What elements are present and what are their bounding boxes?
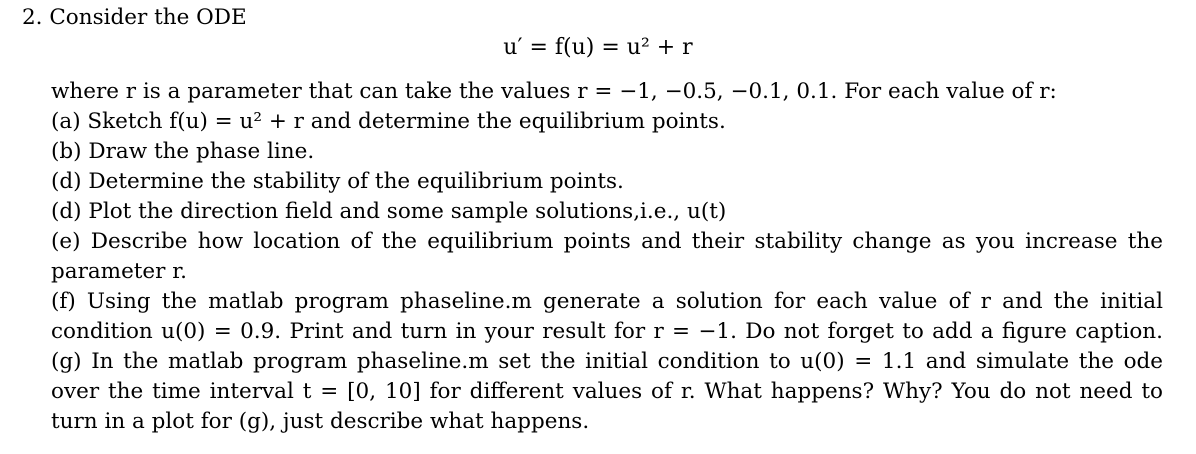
problem-heading: 2. Consider the ODE [22,5,247,30]
item-g-matlab-line1: (g) In the matlab program phaseline.m set the initial condition to u(0) = 1.1 and simulate the ode [51,349,1163,374]
ode-equation: u′ = f(u) = u² + r [503,35,693,60]
item-f-matlab-line2: condition u(0) = 0.9. Print and turn in your result for r = −1. Do not forget to add a figure caption. [51,319,1163,344]
item-e-describe-line2: parameter r. [51,259,188,284]
item-d-stability: (d) Determine the stability of the equilibrium points. [51,169,624,194]
item-d-direction-field: (d) Plot the direction field and some sample solutions,i.e., u(t) [51,199,727,224]
item-f-matlab-line1: (f) Using the matlab program phaseline.m generate a solution for each value of r and the initial [51,289,1163,314]
item-g-matlab-line3: turn in a plot for (g), just describe what happens. [51,409,590,434]
problem-intro: where r is a parameter that can take the values r = −1, −0.5, −0.1, 0.1. For each value of r: [51,79,1057,104]
item-e-describe-line1: (e) Describe how location of the equilibrium points and their stability change as you increase the [51,229,1163,254]
item-b-phase-line: (b) Draw the phase line. [51,139,315,164]
item-a-sketch: (a) Sketch f(u) = u² + r and determine the equilibrium points. [51,109,726,134]
item-g-matlab-line2: over the time interval t = [0, 10] for different values of r. What happens? Why? You do not need to [51,379,1163,404]
